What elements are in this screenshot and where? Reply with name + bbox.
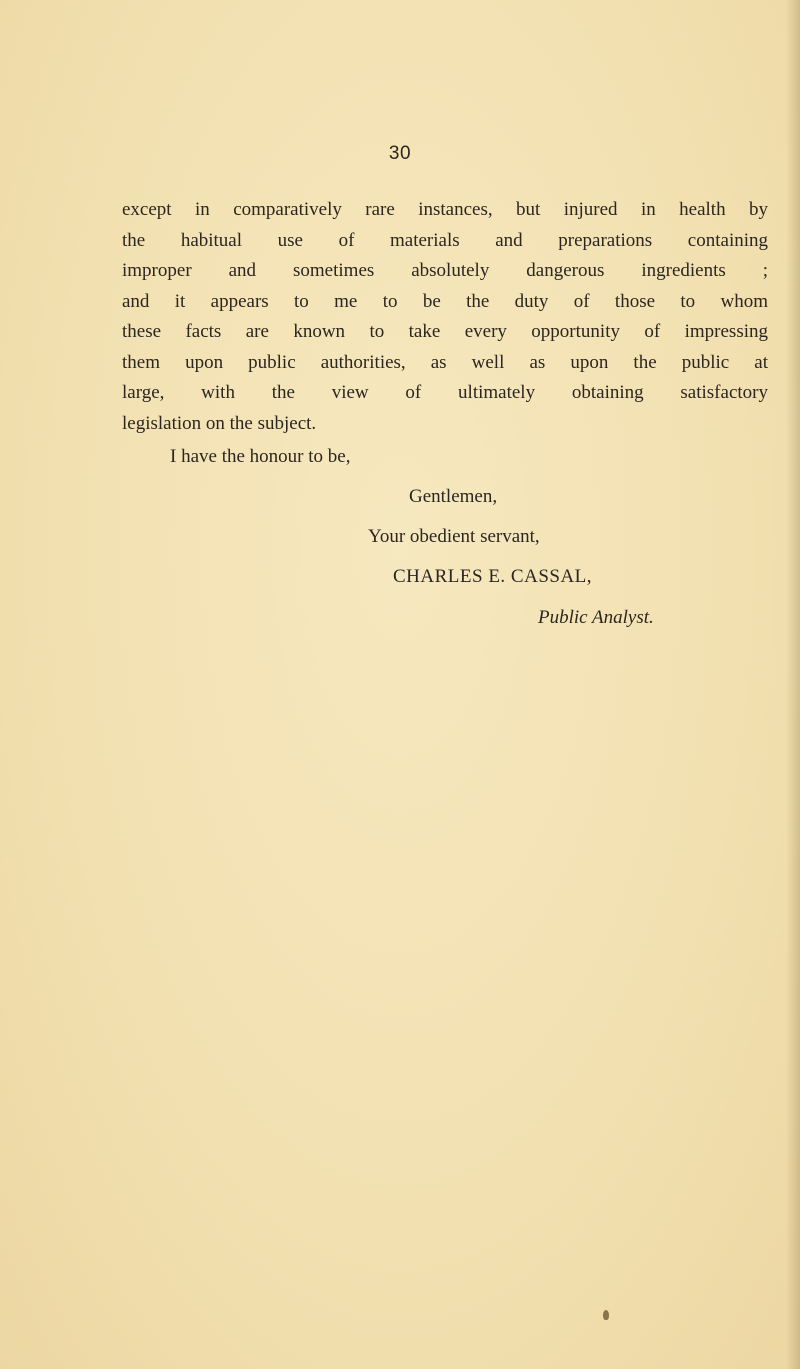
closing-salutation: Gentlemen, bbox=[409, 486, 498, 507]
letter-paragraph bbox=[122, 195, 768, 439]
paragraph-line: the habitual use of materials and preparations containing bbox=[122, 229, 768, 251]
paragraph-line: improper and sometimes absolutely dangerous ingredients ; bbox=[122, 260, 768, 281]
paragraph-line: legislation on the subject. bbox=[122, 412, 317, 434]
signatory-name: CHARLES E. CASSAL, bbox=[393, 566, 593, 587]
signatory-title: Public Analyst. bbox=[538, 607, 654, 628]
paragraph-line: and it appears to me to be the duty of those to whom bbox=[122, 290, 768, 312]
paragraph-line: large, with the view of ultimately obtaining satisfactory bbox=[122, 382, 768, 403]
ink-speck bbox=[603, 1310, 609, 1320]
closing-valediction: Your obedient servant, bbox=[368, 526, 540, 547]
paragraph-line: these facts are known to take every opportunity of impressing bbox=[122, 321, 768, 342]
page-edge-shadow bbox=[786, 0, 800, 1369]
page-number: 30 bbox=[388, 143, 412, 164]
paragraph-line: them upon public authorities, as well as upon the public at bbox=[122, 351, 768, 373]
closing-honour: I have the honour to be, bbox=[170, 446, 351, 467]
paragraph-line: except in comparatively rare instances, but injured in health by bbox=[122, 199, 768, 220]
